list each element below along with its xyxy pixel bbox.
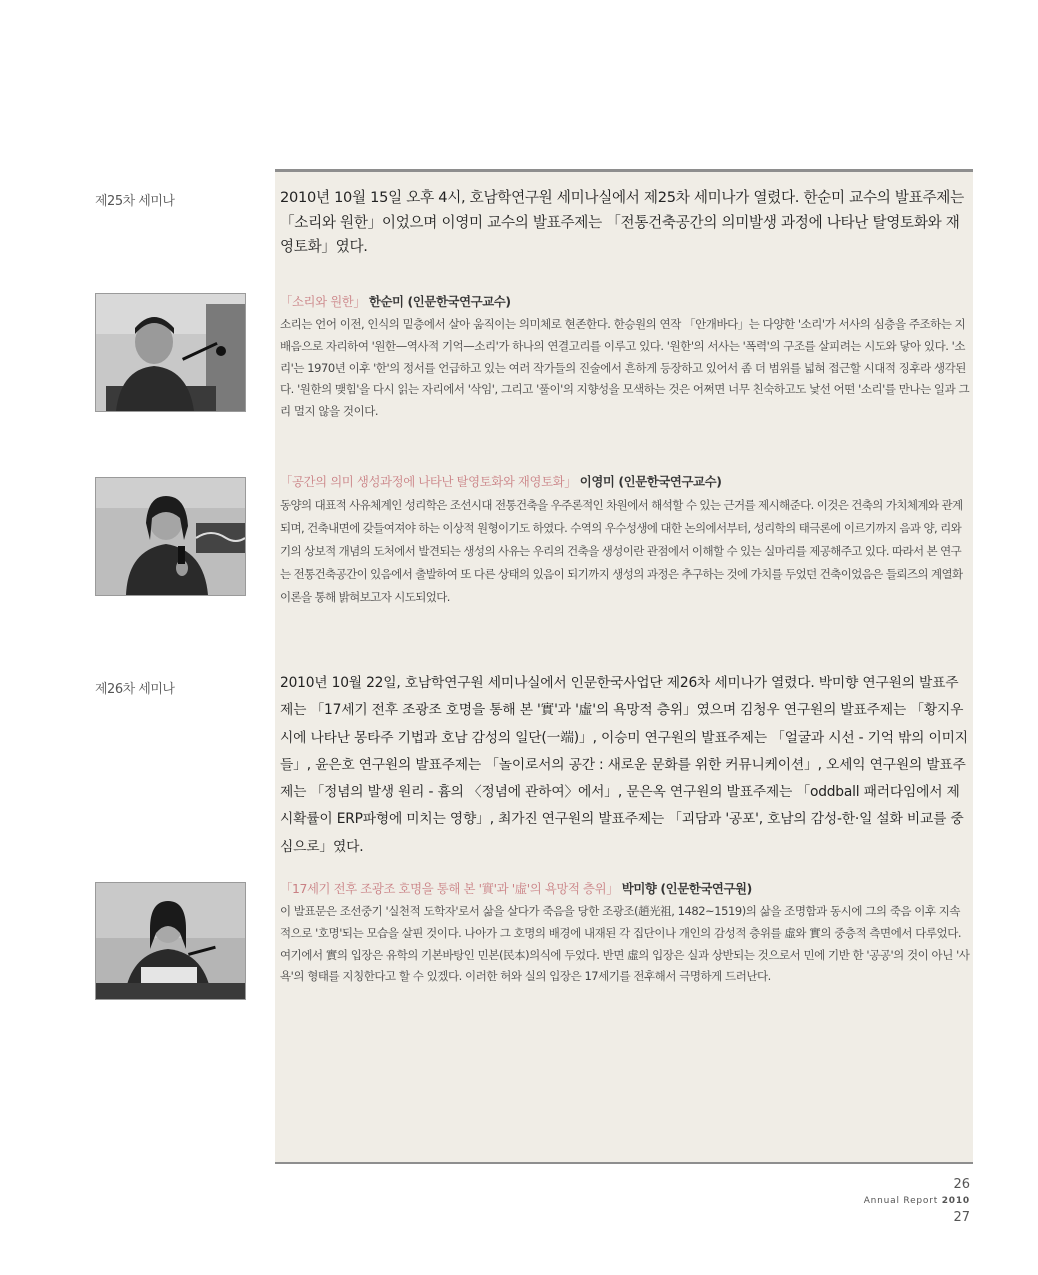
talk-han-presenter: 한순미 (인문한국연구교수): [368, 294, 511, 309]
presenter-photo-lee: [95, 477, 246, 596]
talk-lee-body: 동양의 대표적 사유체계인 성리학은 조선시대 전통건축을 우주론적인 차원에서 해석할 수 있는 근거를 제시해준다. 이것은 건축의 가치체계와 관계되며, 건축내면에 갖들여져야 하는 이상적 원형이기도 하였다. 수역의 우수성생에 대한 논의에서부터, 성리학의 태극론에 이르기까지 음과 양, 리와 기의 상보적 개념의 도처에서 발견되는 생성의 사유는 우리의 건축을 생성이란 관점에서 이해할 수 있는 실마리를 제공해주고 있다. 따라서 본 연구는 전통건축공간이 있음에서 출발하여 또 다른 상태의 있음이 되기까지 생성의 과정은 추구하는 것에 가치를 두었던 건축이었음은 들뢰즈의 계열화 이론을 통해 밝혀보고자 시도되었다.: [280, 498, 963, 604]
talk-han-body: 소리는 언어 이전, 인식의 밑층에서 살아 움직이는 의미체로 현존한다. 한승원의 연작 「안개바다」는 다양한 '소리'가 서사의 심층을 주조하는 지배음으로 자리하여 '원한—역사적 기억—소리'가 하나의 연결고리를 이루고 있다. '원한'의 서사는 '폭력'의 구조를 살피려는 시도와 닿아 있다. '소리'는 1970년 이후 '한'의 정서를 언급하고 있는 여러 작가들의 진술에서 흔하게 등장하고 있어서 좀 더 범위를 넓혀 접근할 시대적 징후라 생각된다. '원한의 맺힘'을 다시 읽는 자리에서 '삭임', 그리고 '풀이'의 지향성을 모색하는 것은 어쩌면 너무 친숙하고도 낯선 어떤 '소리'를 만나는 일과 그리 멀지 않을 것이다.: [280, 317, 970, 419]
page-number-right: 27: [953, 1210, 970, 1225]
presenter-photo-park-image: [96, 883, 245, 999]
talk-han-title: 「소리와 원한」: [280, 294, 366, 309]
talk-park-body: 이 발표문은 조선중기 '실천적 도학자'로서 삶을 살다가 죽음을 당한 조광조(趙光祖, 1482~1519)의 삶을 조명함과 동시에 그의 죽음 이후 지속적으로 '호명'되는 모습을 살핀 것이다. 나아가 그 호명의 배경에 내재된 각 집단이나 개인의 감성적 층위를 虛와 實의 중층적 측면에서 다루었다. 여기에서 實의 입장은 유학의 기본바탕인 민본(民本)의식에 두었다. 반면 虛의 입장은 실과 상반되는 것으로서 민에 기반 한 '공공'의 것이 아닌 '사욕'의 형태를 지칭한다고 할 수 있겠다. 이러한 허와 실의 입장은 17세기를 전후해서 극명하게 드러난다.: [280, 904, 970, 984]
talk-park-title: 「17세기 전후 조광조 호명을 통해 본 '實'과 '虛'의 욕망적 층위」: [280, 881, 619, 896]
talk-park: [280, 879, 970, 988]
presenter-photo-lee-image: [96, 478, 245, 595]
page-number-left: 26: [953, 1177, 970, 1192]
bottom-rule: [275, 1162, 973, 1164]
talk-lee-heading: [280, 472, 970, 492]
annual-report-year: 2010: [941, 1196, 970, 1206]
talk-park-heading: [280, 879, 970, 899]
annual-report-label: [864, 1196, 970, 1206]
presenter-photo-park: [95, 882, 246, 1000]
talk-han: [280, 292, 970, 423]
annual-report-text: Annual Report: [863, 1196, 939, 1206]
talk-lee-presenter: 이영미 (인문한국연구교수): [579, 474, 722, 489]
seminar-26-intro: 2010년 10월 22일, 호남학연구원 세미나실에서 인문한국사업단 제26차 세미나가 열렸다. 박미향 연구원의 발표주제는 「17세기 전후 조광조 호명을 통해 본 '實'과 '虛'의 욕망적 층위」였으며 김청우 연구원의 발표주제는 「황지우 시에 나타난 몽타주 기법과 호남 감성의 일단(一端)」, 이승미 연구원의 발표주제는 「얼굴과 시선 - 기억 밖의 이미지들」, 윤은호 연구원의 발표주제는 「놀이로서의 공간 : 새로운 문화를 위한 커뮤니케이션」, 오세익 연구원의 발표주제는 「정념의 발생 원리 - 흄의 〈정념에 관하여〉에서」, 문은옥 연구원의 발표주제는 「oddball 패러다임에서 제시확률이 ERP파형에 미치는 영향」, 최가진 연구원의 발표주제는 「괴담과 '공포', 호남의 감성-한·일 설화 비교를 중심으로」였다.: [280, 675, 968, 855]
talk-han-heading: [280, 292, 970, 312]
top-rule: [275, 169, 973, 172]
presenter-photo-han-image: [96, 294, 245, 411]
talk-park-presenter: 박미향 (인문한국연구원): [621, 881, 752, 896]
talk-lee: [280, 472, 970, 609]
seminar-26-label: 제26차 세미나: [95, 682, 175, 697]
presenter-photo-han: [95, 293, 246, 412]
seminar-25-label: 제25차 세미나: [95, 194, 175, 209]
seminar-25-intro: 2010년 10월 15일 오후 4시, 호남학연구원 세미나실에서 제25차 세미나가 열렸다. 한순미 교수의 발표주제는 「소리와 원한」이었으며 이영미 교수의 발표주제는 「전통건축공간의 의미발생 과정에 나타난 탈영토화와 재영토화」였다.: [280, 189, 964, 255]
talk-lee-title: 「공간의 의미 생성과정에 나타난 탈영토화와 재영토화」: [280, 474, 577, 489]
